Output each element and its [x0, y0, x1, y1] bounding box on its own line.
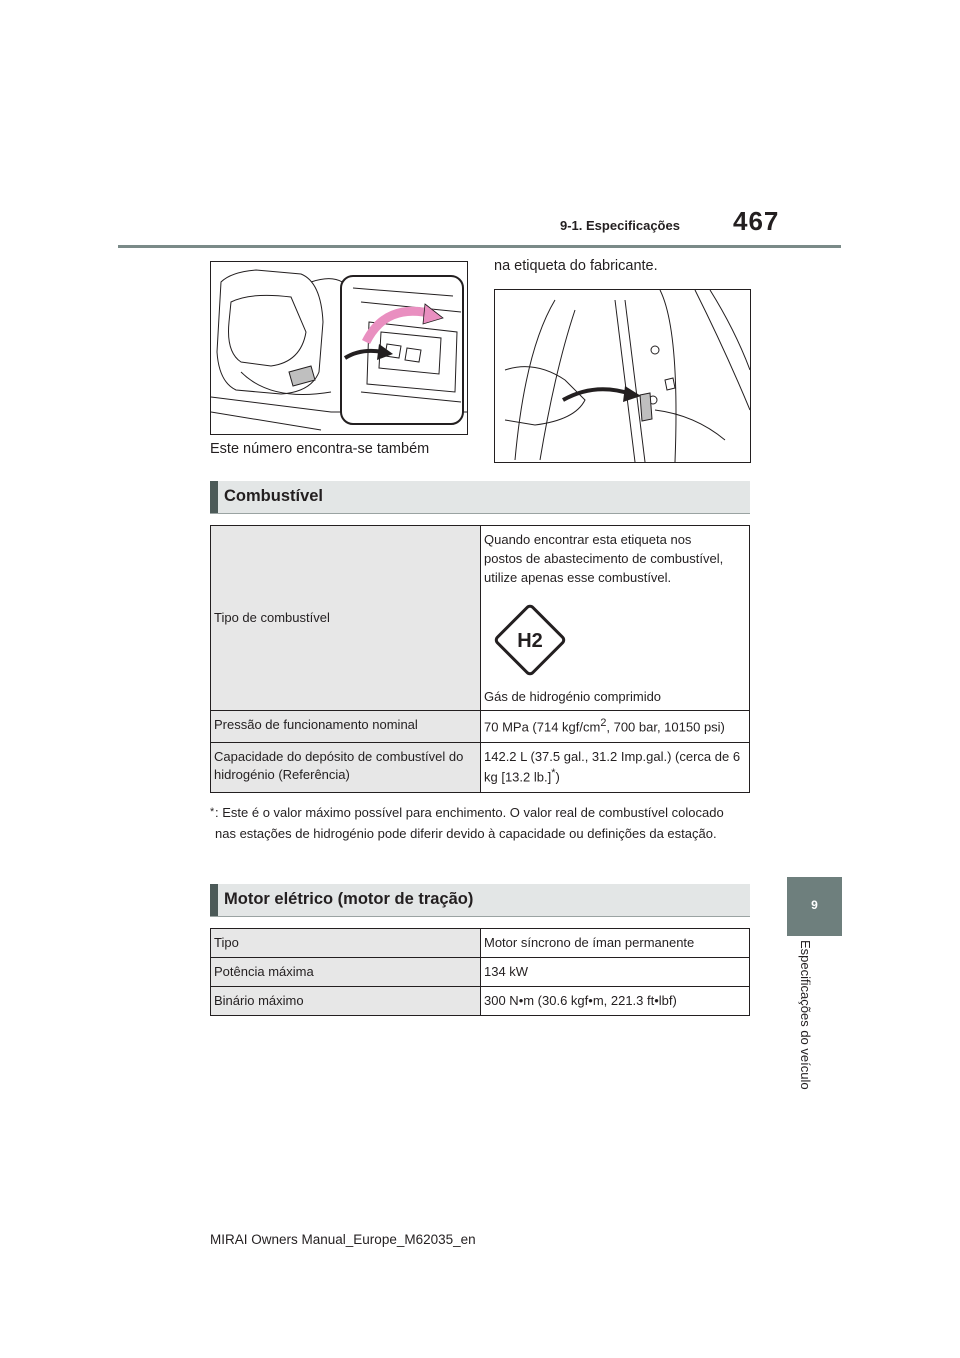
chapter-label [792, 940, 814, 1125]
pressure-value-text: 70 MPa (714 kgf/cm [484, 719, 601, 735]
max-power-label: Potência máxima [211, 957, 481, 986]
fuel-section-title: Combustível [224, 487, 324, 505]
page-number: 467 [733, 206, 780, 236]
motor-type-label: Tipo [211, 929, 481, 958]
table-row [211, 957, 750, 986]
max-torque-label: Binário máximo [211, 986, 481, 1015]
table-row [211, 711, 750, 742]
motor-spec-table [210, 928, 750, 1016]
door-pillar-illustration [494, 289, 751, 463]
fuel-type-value [481, 526, 750, 711]
fuel-spec-table [210, 525, 750, 793]
fuel-type-label: Tipo de combustível [211, 526, 481, 711]
table-row [211, 929, 750, 958]
tank-capacity-text: 142.2 L (37.5 gal., 31.2 Imp.gal.) (cerca de 6 kg [13.2 lb.] [484, 748, 741, 785]
motor-section-header [210, 884, 750, 917]
h2-diamond-icon [492, 602, 568, 678]
right-figure-caption: na etiqueta do fabricante. [494, 258, 658, 274]
tank-capacity-value [481, 742, 750, 792]
pressure-value-text: , 700 bar, 10150 psi) [606, 719, 725, 735]
motor-type-value: Motor síncrono de íman permanente [481, 929, 750, 958]
fuel-type-line: Quando encontrar esta etiqueta nos [484, 532, 692, 547]
tank-capacity-text: ) [555, 769, 560, 785]
seat-rail-drawing [211, 262, 467, 434]
footer-manual-label: MIRAI Owners Manual_Europe_M62035_en [210, 1232, 476, 1247]
table-row [211, 986, 750, 1015]
left-figure-caption: Este número encontra-se também [210, 441, 430, 457]
fuel-type-line: postos de abastecimento de combustível, [484, 550, 724, 566]
superscript: 2 [600, 717, 607, 730]
seat-rail-illustration [210, 261, 468, 435]
fuel-type-line: utilize apenas esse combustível. [484, 569, 672, 585]
fuel-footnote [210, 802, 730, 844]
table-row [211, 742, 750, 792]
section-marker [210, 884, 218, 916]
h2-symbol-caption: Gás de hidrogénio comprimido [484, 688, 662, 704]
footnote-text: : Este é o valor máximo possível para enchimento. O valor real de combustível colocado nas estações de hidrogénio pode diferir devido à capacidade ou definições da estação. [215, 805, 724, 841]
chapter-label-text: Especificações do veículo [798, 940, 813, 1090]
footnote-symbol: * [210, 806, 215, 818]
header-rule [118, 245, 841, 248]
max-power-value: 134 kW [481, 957, 750, 986]
pressure-value [481, 711, 750, 742]
door-pillar-drawing [495, 290, 750, 462]
section-title: 9-1. Especificações [560, 218, 680, 233]
max-torque-value: 300 N•m (30.6 kgf•m, 221.3 ft•lbf) [481, 986, 750, 1015]
footnote-marker: * [551, 767, 556, 780]
h2-symbol-text: H2 [517, 629, 543, 652]
motor-section-title: Motor elétrico (motor de tração) [224, 890, 474, 908]
table-row [211, 526, 750, 711]
section-marker [210, 481, 218, 513]
chapter-number: 9 [811, 898, 818, 912]
tank-capacity-label: Capacidade do depósito de combustível do hidrogénio (Referência) [211, 742, 481, 792]
pressure-label: Pressão de funcionamento nominal [211, 711, 481, 742]
h2-fuel-symbol [492, 602, 568, 678]
fuel-section-header [210, 481, 750, 514]
